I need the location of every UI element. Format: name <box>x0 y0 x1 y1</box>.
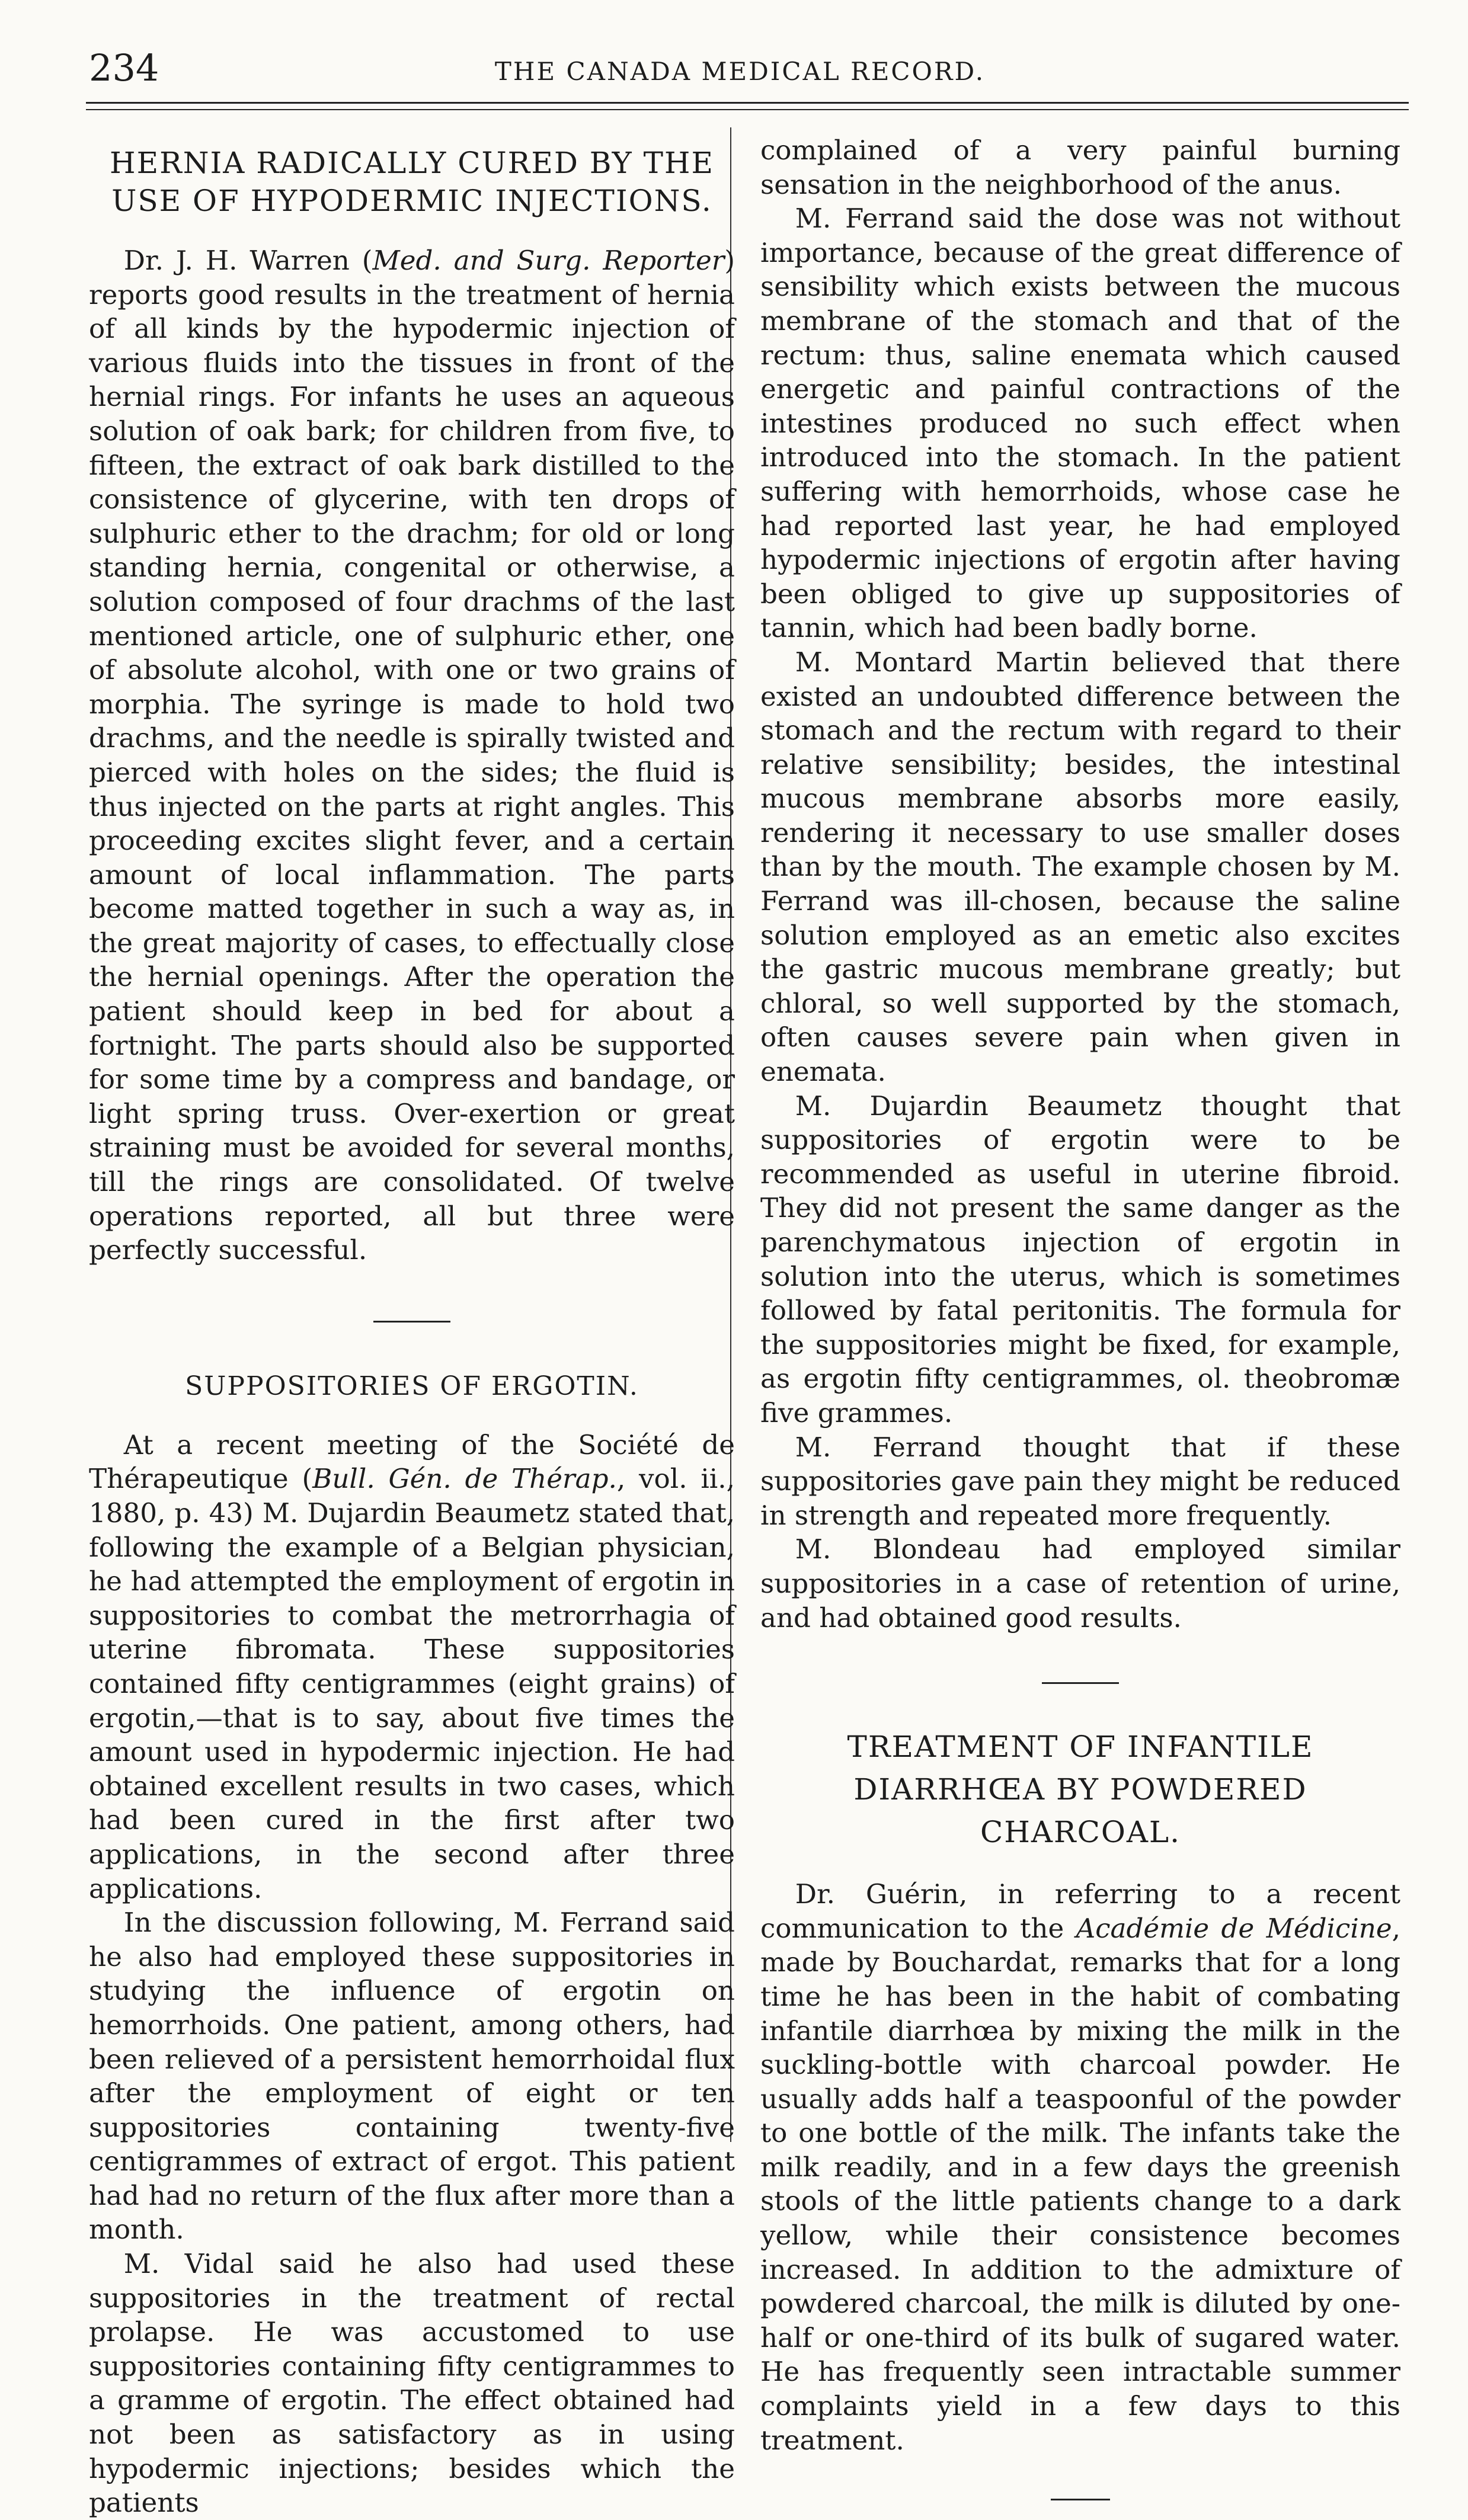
article-title-charcoal: TREATMENT OF INFANTILE DIARRHŒA BY POWDERED CHARCOAL. <box>847 1730 1314 1850</box>
ergotin-paragraph: M. Blondeau had employed similar suppositories in a case of retention of urine, and had obtained good results. <box>760 1533 1400 1634</box>
section-separator <box>1051 2499 1110 2500</box>
left-column <box>89 133 735 2520</box>
header-rule <box>86 102 1409 104</box>
article-title-ergotin: SUPPOSITORIES OF ERGOTIN. <box>185 1371 639 1401</box>
hernia-paragraph: Dr. J. H. Warren (Med. and Surg. Reporter) reports good results in the treatment of hernia of all kinds by the hypodermic injection of various fluids into the tissues in front of the hernial rings. For infants he uses an aqueous solution of oak bark; for children from five, to fifteen, the extract of oak bark distilled to the consistence of glycerine, with ten drops of sulphuric ether to the drachm; for old or long standing hernia, congenital or otherwise, a solution composed of four drachms of the last mentioned article, one of sulphuric ether, one of absolute alcohol, with one or two grains of morphia. The syringe is made to hold two drachms, and the needle is spirally twisted and pierced with holes on the sides; the fluid is thus injected on the parts at right angles. This proceeding excites slight fever, and a certain amount of local inflammation. The parts become matted together in such a way as, in the great majority of cases, to effectually close the hernial openings. After the operation the patient should keep in bed for about a fortnight. The parts should also be supported for some time by a compress and bandage, or light spring truss. Over-exertion or great straining must be avoided for several months, till the rings are consolidated. Of twelve operations reported, all but three were perfectly successful. <box>89 245 735 1266</box>
ergotin-paragraph: M. Ferrand said the dose was not without importance, because of the great difference of sensibility which exists between the mucous membrane of the stomach and that of the rectum: thus, saline enemata which caused energetic and painful contractions of the intestines produced no such effect when introduced into the stomach. In the patient suffering with hemorrhoids, whose case he had reported last year, he had employed hypodermic injections of ergotin after having been obliged to give up suppositories of tannin, which had been badly borne. <box>760 203 1400 644</box>
running-title: THE CANADA MEDICAL RECORD. <box>494 57 986 86</box>
ergotin-paragraph: M. Montard Martin believed that there existed an undoubted difference between the stomach and the rectum with regard to their relative sensibility; besides, the intestinal mucous membrane absorbs more easily, rendering it necessary to use smaller doses than by the mouth. The example chosen by M. Ferrand was ill-chosen, because the saline solution employed as an emetic also excites the gastric mucous membrane greatly; but chloral, so well supported by the stomach, often causes severe pain when given in enemata. <box>760 646 1400 1088</box>
citation: Med. and Surg. Reporter <box>372 245 725 276</box>
ergotin-paragraph: At a recent meeting of the Société de Thérapeutique (Bull. Gén. de Thérap., vol. ii., 1880, p. 43) M. Dujardin Beaumetz stated that, following the example of a Belgian physician, he had attempted the employment of ergotin in suppositories to combat the metrorrhagia of uterine fibromata. These suppositories contained fifty centigrammes (eight grains) of ergotin,—that is to say, about five times the amount used in hypodermic injection. He had obtained excellent results in two cases, which had been cured in the first after two applications, in the second after three applications. <box>89 1429 735 1904</box>
right-column <box>760 133 1400 2500</box>
page-header <box>71 36 1409 101</box>
ergotin-paragraph-continued: complained of a very painful burning sensation in the neighborhood of the anus. <box>760 135 1400 200</box>
citation: Académie de Médicine <box>1076 1912 1392 1944</box>
ergotin-paragraph: M. Vidal said he also had used these suppositories in the treatment of rectal prolapse. He was accustomed to use suppositories containing fifty centigrammes to a gramme of ergotin. The effect obtained had not been as satisfactory as in using hypodermic injections; besides which the patients <box>89 2248 735 2519</box>
ergotin-paragraph: M. Ferrand thought that if these suppositories gave pain they might be reduced in strength and repeated more frequently. <box>760 1431 1400 1531</box>
ergotin-paragraph: M. Dujardin Beaumetz thought that suppositories of ergotin were to be recommended as useful in uterine fibroid. They did not present the same danger as the parenchymatous injection of ergotin in solution into the uterus, which is sometimes followed by fatal peritonitis. The formula for the suppositories might be fixed, for example, as ergotin fifty centigrammes, ol. theobromæ five grammes. <box>760 1090 1400 1429</box>
article-title-hernia: HERNIA RADICALLY CURED BY THE USE OF HYPODERMIC INJECTIONS. <box>109 146 715 218</box>
page-number: 234 <box>89 46 159 89</box>
citation: Bull. Gén. de Thérap. <box>312 1463 617 1495</box>
header-rule-thin <box>86 109 1409 110</box>
ergotin-paragraph: In the discussion following, M. Ferrand said he also had employed these suppositories in studying the influence of ergotin on hemorrhoids. One patient, among others, had been relieved of a persistent hemorrhoidal flux after the employment of eight or ten suppositories containing twenty-five centigrammes of extract of ergot. This patient had had no return of the flux after more than a month. <box>89 1907 735 2246</box>
charcoal-paragraph: Dr. Guérin, in referring to a recent communication to the Académie de Médicine, made by Bouchardat, remarks that for a long time he has been in the habit of combating infantile diarrhœa by mixing the milk in the suckling-bottle with charcoal powder. He usually adds half a teaspoonful of the powder to one bottle of the milk. The infants take the milk readily, and in a few days the greenish stools of the little patients change to a dark yellow, while their consistence becomes increased. In addition to the admixture of powdered charcoal, the milk is diluted by one-half or one-third of its bulk of sugared water. He has frequently seen intractable summer complaints yield in a few days to this treatment. <box>760 1878 1400 2456</box>
